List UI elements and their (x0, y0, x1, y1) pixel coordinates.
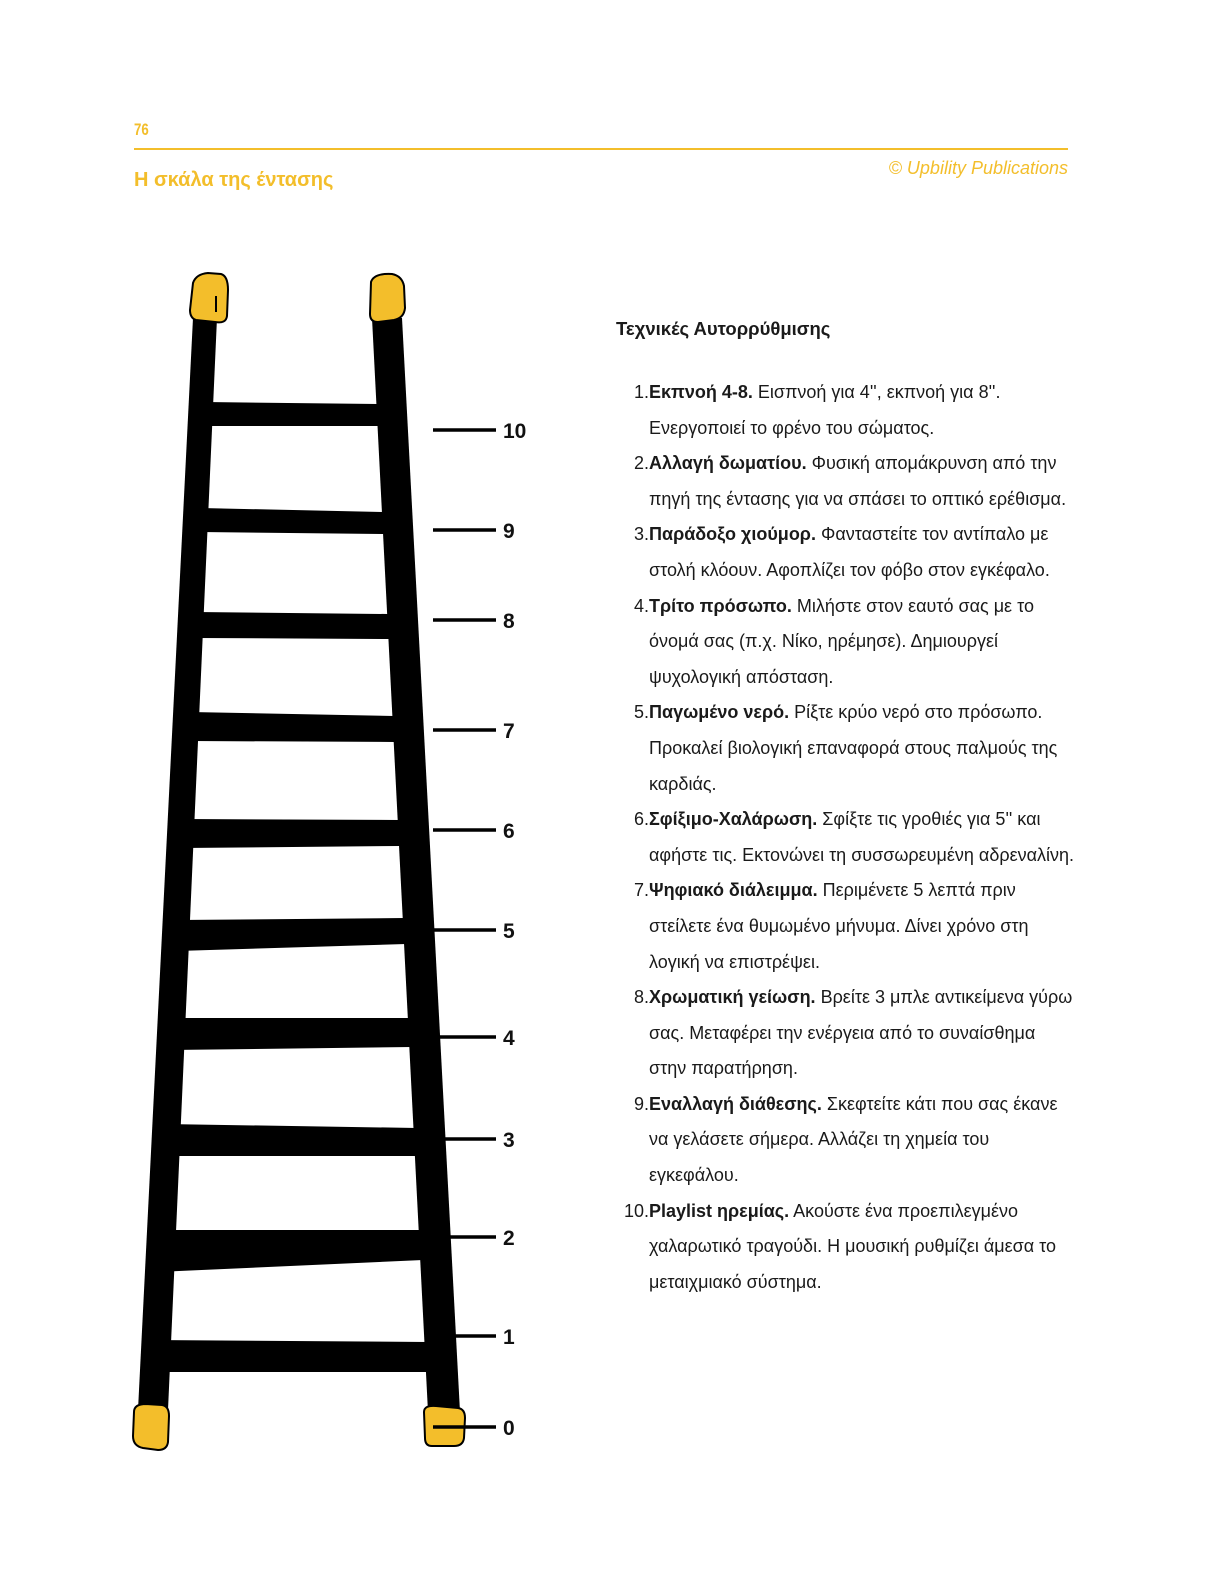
scale-labels (503, 420, 526, 1440)
technique-item (616, 1087, 1076, 1194)
ladder-rung (190, 712, 395, 742)
technique-number: 5. (633, 702, 649, 723)
ladder-rung (177, 918, 406, 951)
technique-body (649, 589, 1076, 696)
scale-label-3: 3 (503, 1129, 515, 1152)
technique-description: Βρείτε 3 μπλε αντικείμενα γύρω σας. Μεταφέρει την ενέργεια από το συναίσθημα στην παρατήρηση. (649, 987, 1073, 1079)
technique-description: Μιλήστε στον εαυτό σας με το όνομά σας (π.χ. Νίκο, ηρέμησε). Δημιουργεί ψυχολογική απόσταση. (649, 595, 1034, 687)
technique-name: Τρίτο πρόσωπο. (649, 595, 792, 616)
technique-body (649, 802, 1076, 873)
techniques-list (616, 375, 1076, 1300)
technique-description: Σκεφτείτε κάτι που σας έκανε να γελάσετε σήμερα. Αλλάζει τη χημεία του εγκεφάλου. (649, 1093, 1058, 1186)
technique-name: Παγωμένο νερό. (649, 702, 790, 723)
technique-body (649, 375, 1076, 446)
technique-item (616, 517, 1076, 588)
technique-number: 4. (633, 595, 649, 616)
scale-label-4: 4 (503, 1027, 515, 1050)
ladder-rung (170, 1018, 412, 1050)
technique-name: Αλλαγή δωματίου. (649, 453, 807, 474)
technique-name: Παράδοξο χιούμορ. (649, 524, 816, 545)
technique-body (649, 517, 1076, 588)
technique-body (649, 1087, 1076, 1194)
technique-description: Περιμένετε 5 λεπτά πριν στείλετε ένα θυμωμένο μήνυμα. Δίνει χρόνο στη λογική να επιστρέψει. (649, 880, 1029, 972)
technique-body (649, 695, 1076, 802)
ladder-rung (205, 402, 378, 426)
technique-item (616, 1194, 1076, 1301)
scale-label-6: 6 (503, 820, 515, 843)
scale-label-0: 0 (503, 1417, 515, 1440)
technique-item (616, 873, 1076, 980)
techniques-title: Τεχνικές Αυτορρύθμισης (616, 318, 831, 339)
scale-label-1: 1 (503, 1326, 515, 1349)
technique-number: 6. (633, 809, 649, 830)
technique-name: Χρωματική γείωση. (649, 987, 816, 1008)
technique-number: 8. (633, 987, 649, 1008)
technique-body (649, 873, 1076, 980)
technique-name: Ψηφιακό διάλειμμα. (649, 880, 818, 901)
scale-label-2: 2 (503, 1227, 515, 1250)
technique-description: Φανταστείτε τον αντίπαλο με στολή κλόουν. Αφοπλίζει τον φόβο στον εγκέφαλο. (649, 524, 1050, 580)
ladder-cap-top-left (190, 273, 228, 322)
technique-body (649, 1194, 1076, 1301)
ladder-rung (200, 508, 384, 534)
scale-label-10: 10 (503, 420, 527, 443)
ladder-rung (157, 1230, 423, 1272)
technique-description: Εισπνοή για 4'', εκπνοή για 8''. Ενεργοποιεί το φρένο του σώματος. (649, 382, 1001, 438)
technique-name: Εναλλαγή διάθεσης. (649, 1093, 822, 1114)
technique-item (616, 589, 1076, 696)
ladder-rung (150, 1340, 428, 1372)
technique-name: Σφίξιμο-Χαλάρωση. (649, 809, 818, 830)
scale-label-7: 7 (503, 720, 515, 743)
technique-body (649, 446, 1076, 517)
technique-number: 10. (623, 1200, 649, 1221)
scale-label-9: 9 (503, 520, 515, 543)
ladder-rung (196, 612, 389, 639)
page-number: 76 (134, 120, 149, 139)
technique-item (616, 980, 1076, 1087)
technique-description: Ρίξτε κρύο νερό στο πρόσωπο. Προκαλεί βιολογική επαναφορά στους παλμούς της καρδιάς. (649, 702, 1058, 794)
ladder-illustration (0, 0, 600, 1571)
technique-item (616, 695, 1076, 802)
technique-item (616, 375, 1076, 446)
section-title: Η σκάλα της έντασης (134, 169, 334, 191)
technique-number: 2. (633, 453, 649, 474)
scale-label-5: 5 (503, 920, 515, 943)
ladder-cap-bottom-left (133, 1404, 169, 1450)
technique-description: Σφίξτε τις γροθιές για 5'' και αφήστε τις. Εκτονώνει τη συσσωρευμένη αδρεναλίνη. (649, 809, 1075, 865)
copyright-notice: © Upbility Publications (888, 158, 1068, 178)
technique-body (649, 980, 1076, 1087)
technique-number: 3. (633, 524, 649, 545)
technique-number: 1. (633, 382, 649, 402)
technique-name: Εκπνοή 4-8. (649, 382, 753, 402)
technique-description: Φυσική απομάκρυνση από την πηγή της έντασης για να σπάσει το οπτικό ερέθισμα. (649, 453, 1067, 509)
scale-label-8: 8 (503, 610, 515, 633)
ladder-rung (182, 819, 400, 848)
ladder-cap-top-right (370, 274, 405, 322)
technique-number: 9. (633, 1093, 649, 1114)
ladder-rung (164, 1124, 418, 1156)
technique-number: 7. (633, 880, 649, 901)
technique-item (616, 802, 1076, 873)
technique-item (616, 446, 1076, 517)
technique-description: Ακούστε ένα προεπιλεγμένο χαλαρωτικό τραγούδι. Η μουσική ρυθμίζει άμεσα το μεταιχμιακό σύστημα. (649, 1200, 1057, 1292)
technique-name: Playlist ηρεμίας. (649, 1200, 790, 1221)
